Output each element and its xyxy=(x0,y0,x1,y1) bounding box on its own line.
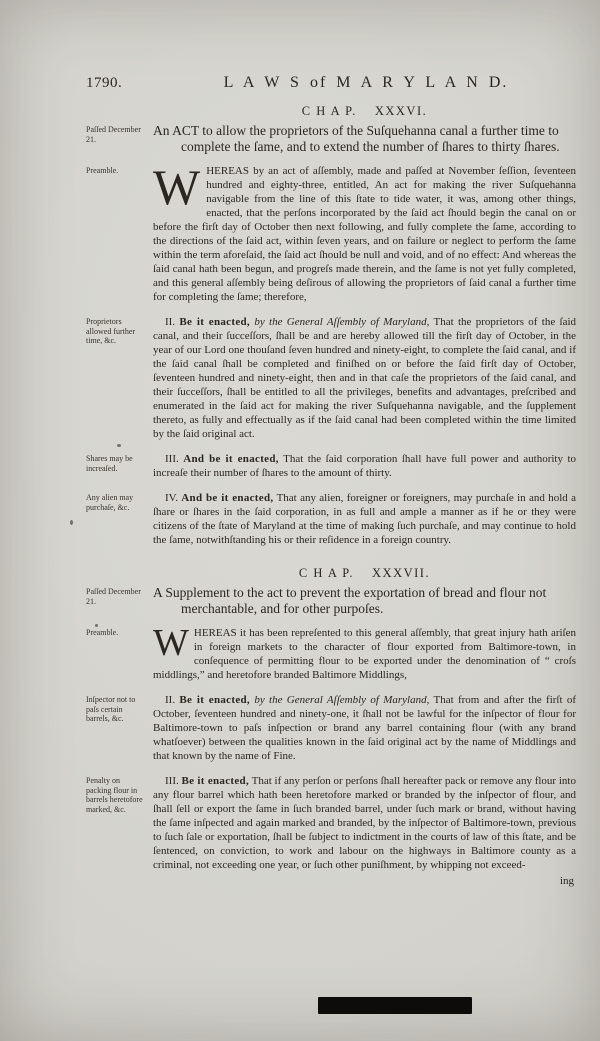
ink-bar xyxy=(318,997,472,1014)
catchword-row xyxy=(86,875,576,887)
margin-note-passed: Paſſed December 21. xyxy=(86,125,141,144)
enacting-words: And be it enacted, xyxy=(183,453,279,465)
preamble-row xyxy=(86,159,576,304)
section-text: That from and after the firſt of October, ſeventeen hundred and ninety-one, it ſhall not be lawful for the inſpector of flour for Baltimore-town to paſs inſpection or brand any barrel containing flour (with any brand whatſoever) between the qualities known in the ſaid original act by the name of Middlings and that known by the name of Fine. xyxy=(153,694,577,762)
preamble-text: HEREAS it has been repreſented to this general aſſembly, that great injury hath ariſen in foreign markets to the character of flour exported from Baltimore-town, in conſequence of permitting flour to be exported under the denomination of “ croſs middlings,” and heretofore branded Baltimore Middlings, xyxy=(153,627,576,681)
section-paragraph xyxy=(153,452,576,480)
page-year: 1790. xyxy=(86,75,123,91)
section-text: That if any perſon or perſons ſhall hereafter pack or remove any flour into any flour barrel which hath been heretofore marked or branded by the inſpector of flour, and ſhall ſell or export the ſame in ſuch branded barrel, under ſuch mark or brand, without having the ſame inſpected and again marked and branded, by the inſpector of Baltimore-town, previous to ſuch ſale or exportation, ſhall be ſubject to indictment in the courts of law of this ſtate, and be ſentenced, on conviction, to work and labour on the highways in Baltimore county as a criminal, not exceeding one year, or ſuch other puniſhment, by whipping not exceed- xyxy=(153,775,576,871)
margin-note-passed: Paſſed December 21. xyxy=(86,587,141,606)
margin-note: Penalty on packing flour in barrels heretofore marked, &c. xyxy=(86,776,143,814)
margin-spacer xyxy=(86,875,146,887)
chapter-heading xyxy=(153,104,576,119)
paper-speck xyxy=(117,444,121,447)
margin-note: Inſpector not to paſs certain barrels, &c. xyxy=(86,695,136,723)
section-row xyxy=(86,315,576,441)
margin-note: Shares may be increaſed. xyxy=(86,454,133,473)
margin-spacer xyxy=(86,562,146,585)
margin-note: Proprietors allowed further time, &c. xyxy=(86,317,136,345)
chap-label: C H A P. xyxy=(298,566,355,580)
section-paragraph xyxy=(153,693,576,763)
chapter-heading-row xyxy=(86,100,576,123)
preamble-text: HEREAS by an act of aſſembly, made and paſſed at November ſeſſion, ſeventeen hundred and eighty-three, entitled, An act for making the river Suſquehanna navigable from the line of this ſtate to tide water, it was, among other things, enacted, that the perſons incorporated by the ſaid act ſhould begin the canal on or before the firſt day of October then next following, and fully complete the ſame, according to the directions of the ſaid act, within ſeven years, and on failure or neglect to perform the ſame within the term aforeſaid, the ſaid act ſhould be null and void, and of no effect: And whereas the ſaid canal hath been begun, and progreſs made therein, and the ſame is not yet fully completed, and this general aſſembly being deſirous of allowing the proprietors of ſaid canal a further time for completing the ſame; therefore, xyxy=(153,165,576,303)
enacting-words: And be it enacted, xyxy=(181,492,274,504)
margin-note: Any alien may purchaſe, &c. xyxy=(86,493,134,512)
section-row xyxy=(86,693,576,763)
paper-speck xyxy=(70,520,73,525)
drop-cap: W xyxy=(153,159,201,215)
chap-number: XXXVI. xyxy=(374,104,428,118)
enacting-words: Be it enacted, xyxy=(179,694,250,706)
section-number: III. xyxy=(165,775,179,787)
preamble-paragraph xyxy=(153,159,576,304)
chapter-heading xyxy=(153,566,576,581)
enacting-words: Be it enacted, xyxy=(181,775,250,787)
chapter-heading-row xyxy=(86,562,576,585)
section-row xyxy=(86,774,576,872)
chap-number: XXXVII. xyxy=(372,566,431,580)
section-text: That the ſaid corporation ſhall have full power and authority to increaſe their number of ſhares to the amount of thirty. xyxy=(153,453,577,479)
page-header xyxy=(86,74,576,92)
chapter-36 xyxy=(86,100,576,547)
section-row xyxy=(86,452,576,480)
chapter-37 xyxy=(86,562,576,872)
enacting-words: Be it enacted, xyxy=(179,316,250,328)
margin-note-preamble: Preamble. xyxy=(86,166,119,175)
section-text: That the proprietors of the ſaid canal, and their ſucceſſors, ſhall be and are hereby allowed till the firſt day of October, in the year of our Lord one thouſand ſeven hundred and ninety-eight, to complete the ſaid canal, and if the ſaid canal ſhall be completed and finiſhed on or before the ſaid firſt day of October, ſeventeen hundred and ninety-eight, then and in that caſe the proprietors of the ſaid canal, and their ſucceſſors, ſhall be entitled to all the privileges, benefits and advantages, preſcribed and enumerated in the ſaid act for making the river Suſquehanna navigable, and the ſupplement thereto, as fully and effectually as if the ſaid canal had been completed within the time limited by the ſaid original act. xyxy=(153,316,577,440)
paper-speck xyxy=(95,624,98,627)
act-title-row xyxy=(86,123,576,155)
section-number: II. xyxy=(165,694,176,706)
assembly-phrase: by the General Aſſembly of Maryland, xyxy=(254,694,430,706)
section-text: That any alien, foreigner or foreigners, may purchaſe in and hold a ſhare or ſhares in the ſaid corporation, in as full and ample a manner as if he or they were citizens of the ſtate of Maryland at the time of making ſuch purchaſe, and may continue to hold the ſame, notwithſtanding his or their reſidence in a foreign country. xyxy=(153,492,577,546)
margin-note-preamble: Preamble. xyxy=(86,628,119,637)
act-title: A Supplement to the act to prevent the exportation of bread and flour not merchantable, and for other purpoſes. xyxy=(153,585,547,616)
section-paragraph xyxy=(153,491,576,547)
drop-cap: W xyxy=(153,622,189,664)
catchword: ing xyxy=(559,875,574,887)
assembly-phrase: by the General Aſſembly of Maryland, xyxy=(254,316,430,328)
preamble-paragraph xyxy=(153,622,576,682)
chap-label: C H A P. xyxy=(301,104,357,118)
act-title: An ACT to allow the proprietors of the Suſquehanna canal a further time to complete the ſame, and to extend the number of ſhares to thirty ſhares. xyxy=(153,123,560,154)
section-number: IV. xyxy=(165,492,178,504)
margin-spacer xyxy=(86,100,146,123)
section-row xyxy=(86,491,576,547)
act-title-row xyxy=(86,585,576,617)
section-paragraph xyxy=(153,315,576,441)
preamble-row xyxy=(86,622,576,682)
section-number: III. xyxy=(165,453,179,465)
running-title: L A W S of M A R Y L A N D. xyxy=(223,74,509,91)
section-paragraph xyxy=(153,774,576,872)
section-number: II. xyxy=(165,316,176,328)
